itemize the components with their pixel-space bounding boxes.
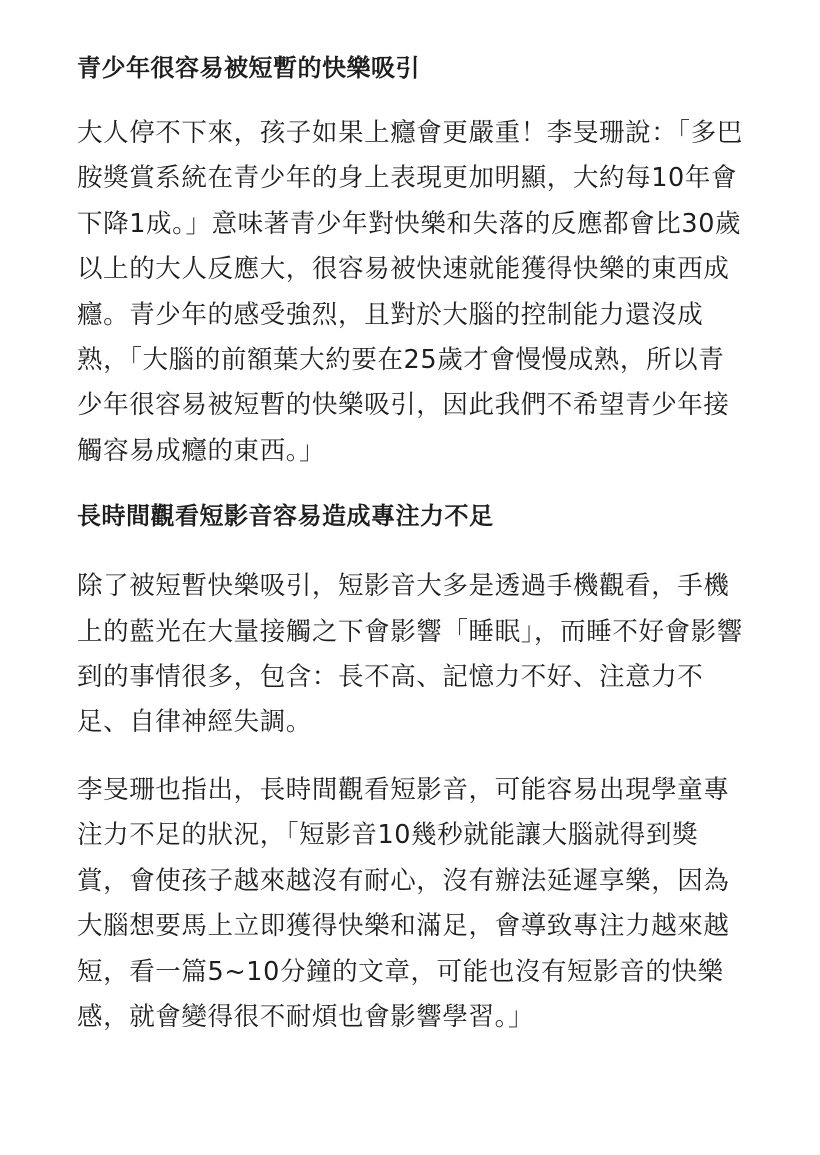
section-heading-attention-deficit: 長時間觀看短影音容易造成專注力不足 [77,502,494,531]
paragraph-blue-light: 除了被短暫快樂吸引，短影音大多是透過手機觀看，手機上的藍光在大量接觸之下會影響「睡眠」，而睡不好會影響到的事情很多，包含：長不高、記憶力不好、注意力不足、自律神經失調。 [77,571,743,738]
section-heading-teen-pleasure: 青少年很容易被短暫的快樂吸引 [77,54,420,82]
paragraph-short-video-attention: 李旻珊也指出，長時間觀看短影音，可能容易出現學童專注力不足的狀況，「短影音10幾秒就能讓大腦就得到獎賞，會使孩子越來越沒有耐心，沒有辦法延遲享樂，因為大腦想要馬上立即獲得快樂和滿足，會導致專注力越來越短，看一篇5~10分鐘的文章，可能也沒有短影音的快樂感，就會變得很不耐煩也會影響學習。」 [77,774,730,1032]
paragraph-dopamine: 大人停不下來，孩子如果上癮會更嚴重！李旻珊說：「多巴胺獎賞系統在青少年的身上表現更加明顯，大約每10年會下降1成。」意味著青少年對快樂和失落的反應都會比30歲以上的大人反應大，很容易被快速就能獲得快樂的東西成癮。青少年的感受強烈，且對於大腦的控制能力還沒成熟，「大腦的前額葉大約要在25歲才會慢慢成熟，所以青少年很容易被短暫的快樂吸引，因此我們不希望青少年接觸容易成癮的東西。」 [77,118,743,466]
article-body [77,44,747,1040]
